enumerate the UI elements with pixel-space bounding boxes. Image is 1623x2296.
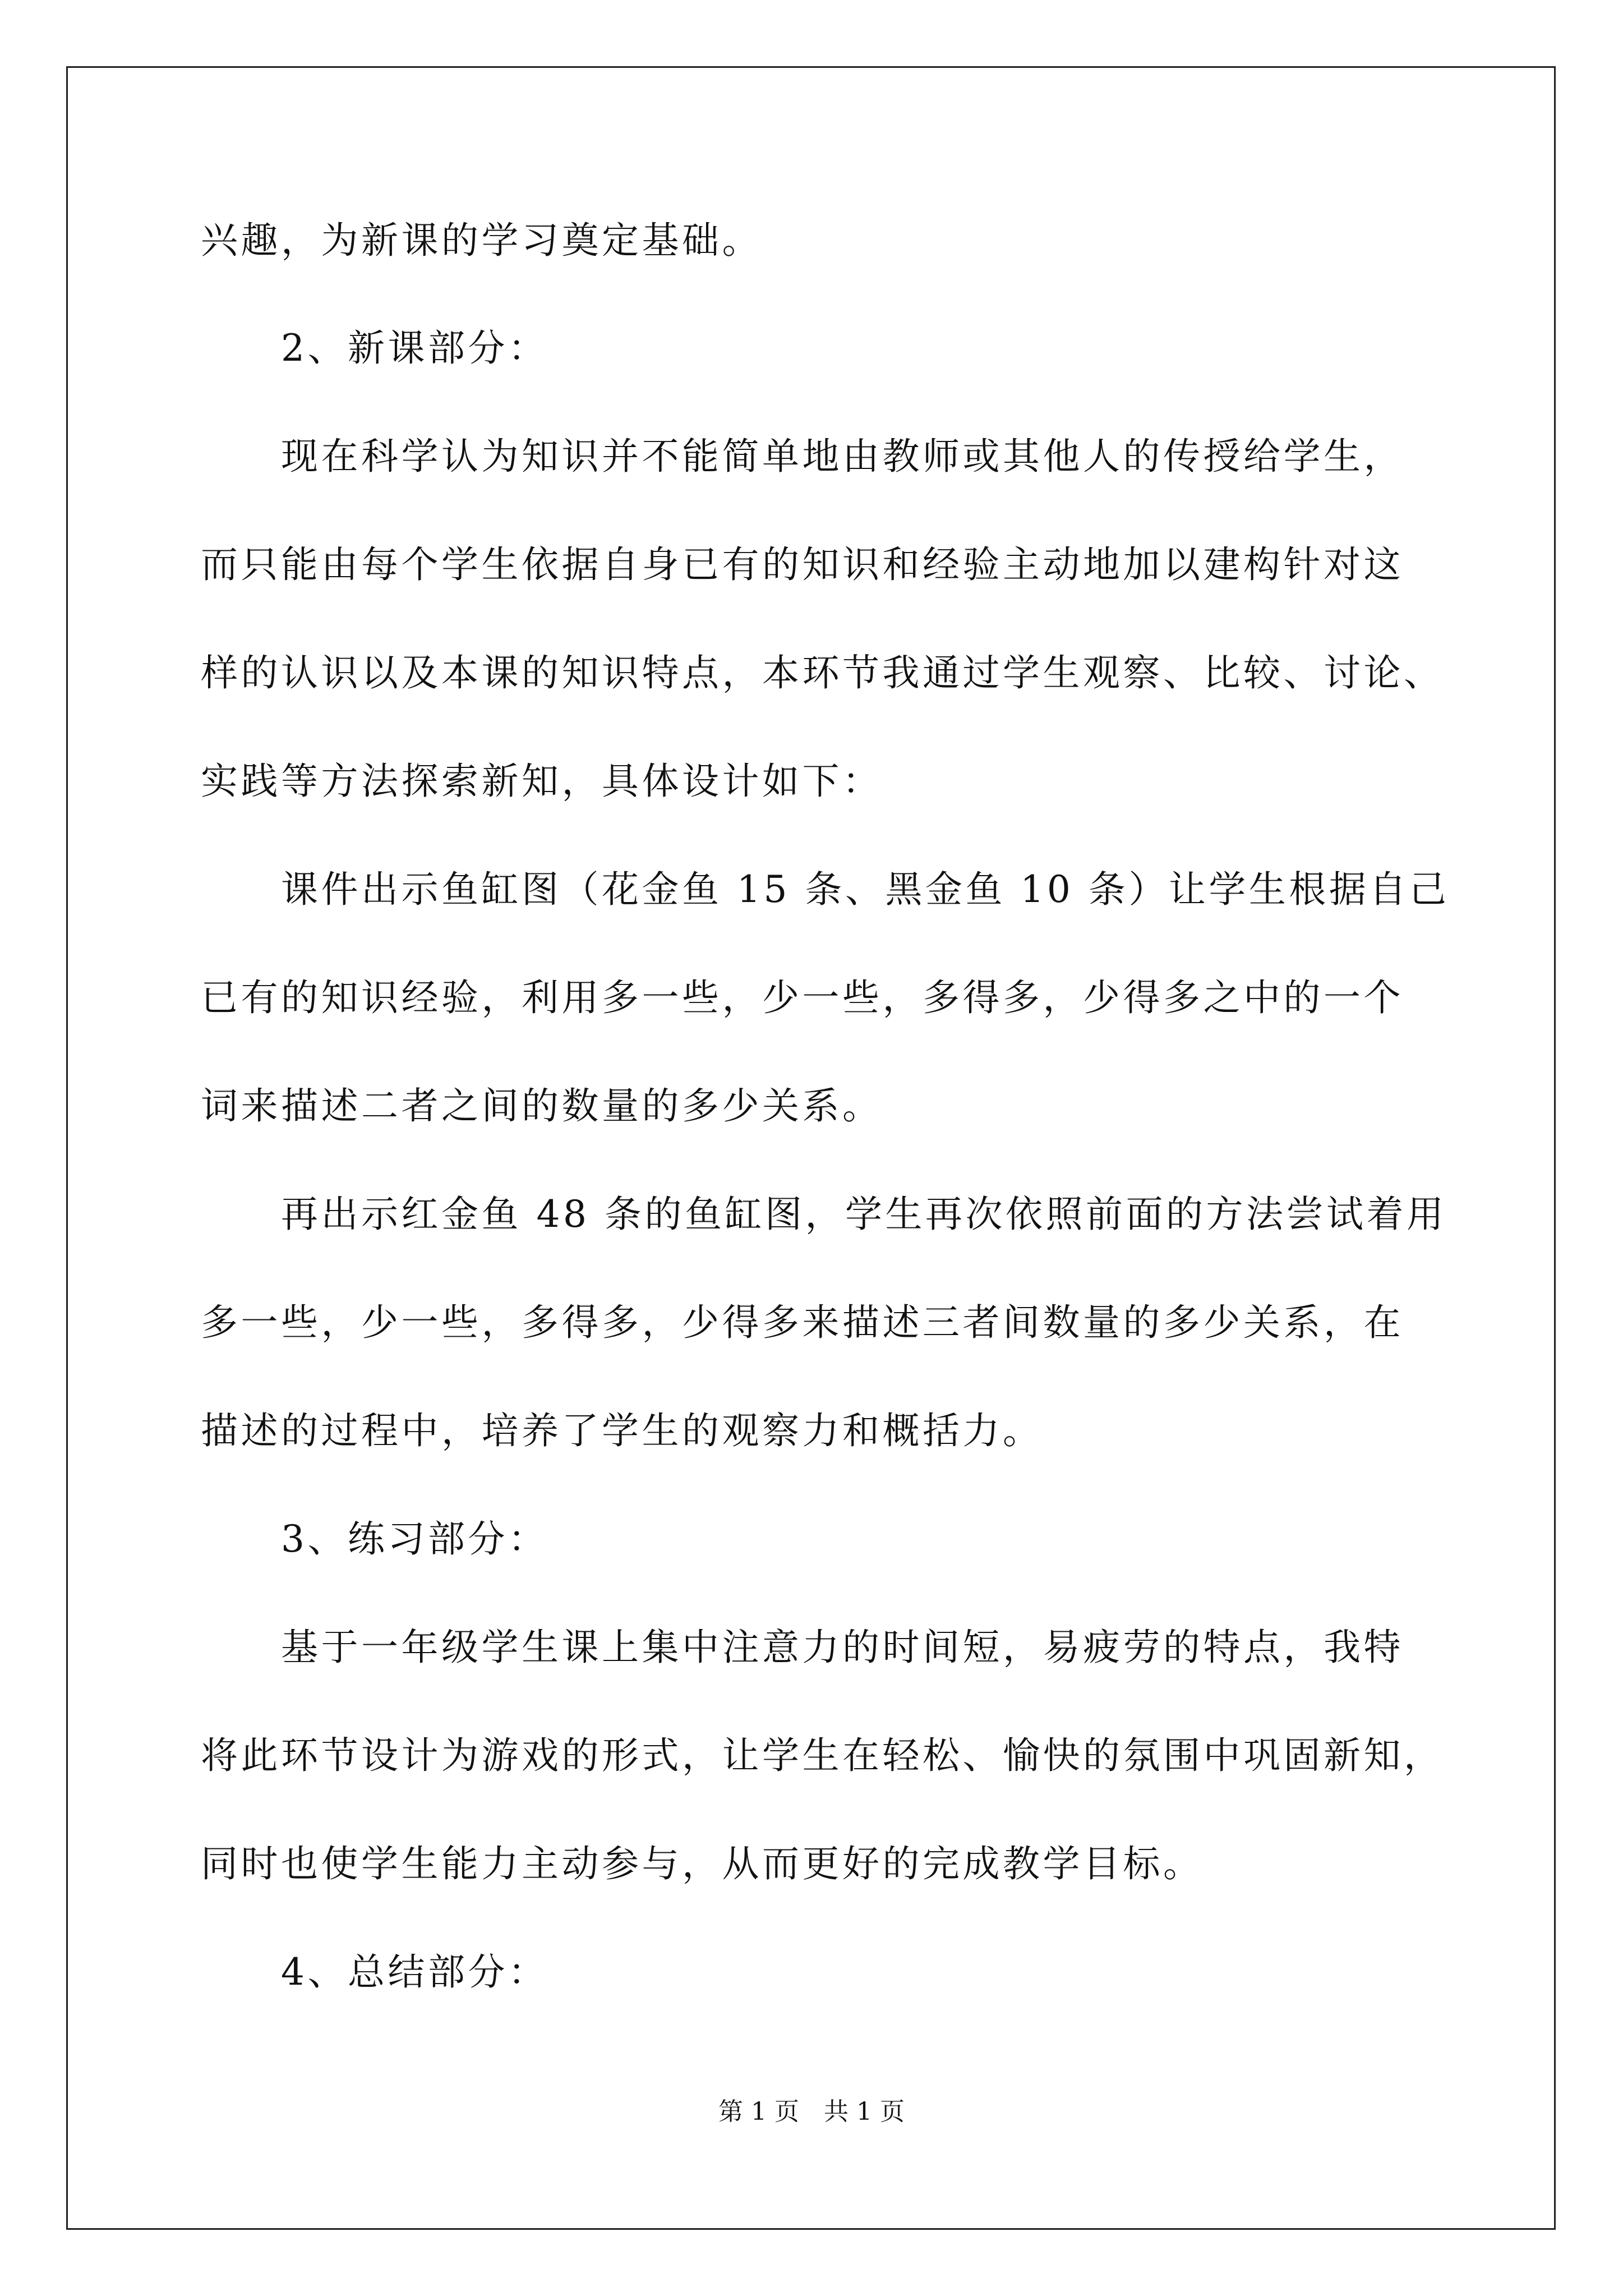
page-border	[66, 66, 1556, 2230]
text-line: 实践等方法探索新知，具体设计如下：	[201, 760, 883, 803]
text-line: 多一些，少一些，多得多，少得多来描述三者间数量的多少关系，在	[201, 1301, 1404, 1344]
text-line: 词来描述二者之间的数量的多少关系。	[201, 1084, 883, 1128]
text-line: 描述的过程中，培养了学生的观察力和概括力。	[201, 1409, 1043, 1452]
text-line: 而只能由每个学生依据自身已有的知识和经验主动地加以建构针对这	[201, 543, 1404, 586]
text-line: 同时也使学生能力主动参与，从而更好的完成教学目标。	[201, 1842, 1204, 1885]
text-line: 3、练习部分：	[201, 1517, 548, 1561]
text-line: 将此环节设计为游戏的形式，让学生在轻松、愉快的氛围中巩固新知，	[201, 1734, 1444, 1777]
text-line: 4、总结部分：	[201, 1950, 548, 1994]
page-number-footer: 第 1 页 共 1 页	[718, 2097, 905, 2126]
text-line: 再出示红金鱼 48 条的鱼缸图，学生再次依照前面的方法尝试着用	[201, 1193, 1447, 1236]
text-line: 样的认识以及本课的知识特点，本环节我通过学生观察、比较、讨论、	[201, 651, 1444, 694]
text-line: 现在科学认为知识并不能简单地由教师或其他人的传授给学生，	[201, 435, 1404, 478]
text-line: 基于一年级学生课上集中注意力的时间短，易疲劳的特点，我特	[201, 1626, 1404, 1669]
text-line: 2、新课部分：	[201, 326, 548, 370]
text-line: 兴趣，为新课的学习奠定基础。	[201, 219, 762, 262]
text-line: 课件出示鱼缸图（花金鱼 15 条、黑金鱼 10 条）让学生根据自己	[201, 868, 1450, 911]
text-line: 已有的知识经验，利用多一些，少一些，多得多，少得多之中的一个	[201, 976, 1404, 1019]
